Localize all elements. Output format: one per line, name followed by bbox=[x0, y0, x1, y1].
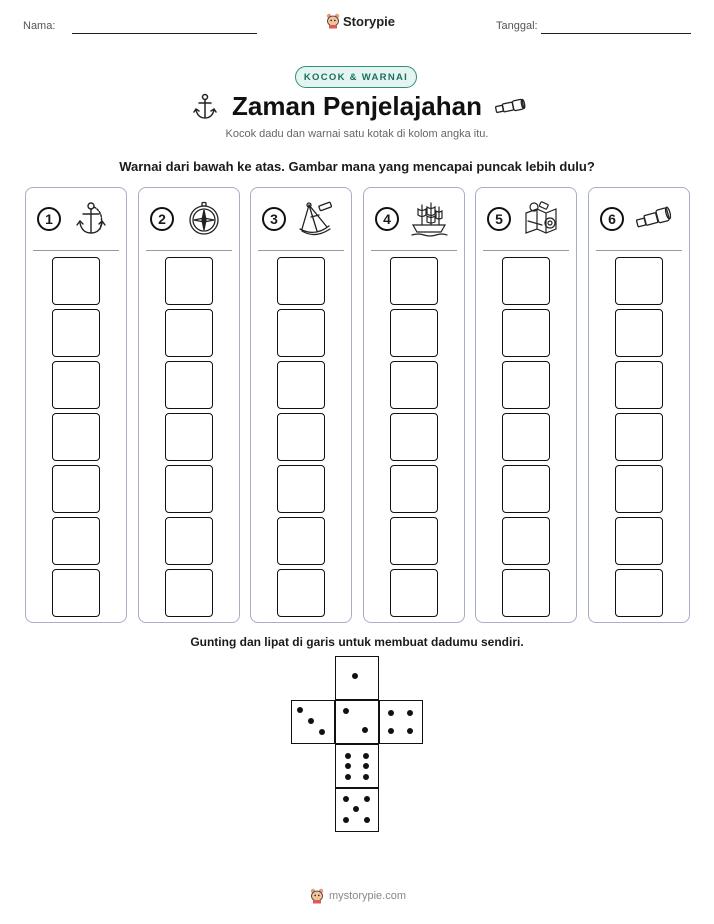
column-4 bbox=[363, 187, 465, 623]
dice-pip bbox=[297, 707, 303, 713]
color-box[interactable] bbox=[52, 257, 100, 305]
column-divider bbox=[596, 250, 682, 251]
color-box[interactable] bbox=[502, 465, 550, 513]
color-box[interactable] bbox=[390, 257, 438, 305]
color-box[interactable] bbox=[52, 361, 100, 409]
color-box[interactable] bbox=[615, 309, 663, 357]
page-title: Zaman Penjelajahan bbox=[232, 91, 482, 121]
color-box[interactable] bbox=[277, 517, 325, 565]
dice-pip bbox=[407, 728, 413, 734]
column-1 bbox=[25, 187, 127, 623]
color-box[interactable] bbox=[390, 413, 438, 461]
column-3 bbox=[250, 187, 352, 623]
column-5 bbox=[475, 187, 577, 623]
color-box[interactable] bbox=[615, 569, 663, 617]
dice-pip bbox=[352, 673, 358, 679]
column-divider bbox=[483, 250, 569, 251]
dice-pip bbox=[345, 753, 351, 759]
column-2 bbox=[138, 187, 240, 623]
dice-pip bbox=[343, 817, 349, 823]
color-box[interactable] bbox=[502, 569, 550, 617]
column-number: 1 bbox=[37, 207, 61, 231]
color-box[interactable] bbox=[52, 309, 100, 357]
column-number: 3 bbox=[262, 207, 286, 231]
color-box[interactable] bbox=[277, 569, 325, 617]
color-box[interactable] bbox=[165, 517, 213, 565]
color-box[interactable] bbox=[390, 569, 438, 617]
color-box[interactable] bbox=[277, 413, 325, 461]
color-box[interactable] bbox=[52, 517, 100, 565]
cut-instruction: Gunting dan lipat di garis untuk membuat dadumu sendiri. bbox=[190, 635, 524, 649]
dice-pip bbox=[343, 708, 349, 714]
color-box[interactable] bbox=[165, 465, 213, 513]
dice-pip bbox=[363, 763, 369, 769]
column-6 bbox=[588, 187, 690, 623]
dice-pip bbox=[363, 753, 369, 759]
color-box[interactable] bbox=[390, 465, 438, 513]
color-box[interactable] bbox=[52, 465, 100, 513]
color-box[interactable] bbox=[502, 517, 550, 565]
color-box[interactable] bbox=[615, 413, 663, 461]
color-box[interactable] bbox=[615, 361, 663, 409]
storypie-mascot-icon bbox=[326, 13, 340, 29]
column-divider bbox=[146, 250, 232, 251]
color-box[interactable] bbox=[502, 361, 550, 409]
dice-face-1 bbox=[335, 656, 379, 700]
color-box[interactable] bbox=[390, 361, 438, 409]
color-box[interactable] bbox=[502, 413, 550, 461]
column-number: 2 bbox=[150, 207, 174, 231]
color-box[interactable] bbox=[277, 465, 325, 513]
dice-pip bbox=[407, 710, 413, 716]
dice-face-2 bbox=[335, 700, 379, 744]
color-box[interactable] bbox=[390, 517, 438, 565]
color-box[interactable] bbox=[165, 413, 213, 461]
color-box[interactable] bbox=[615, 257, 663, 305]
color-box[interactable] bbox=[615, 517, 663, 565]
color-box[interactable] bbox=[277, 257, 325, 305]
storypie-mascot-icon bbox=[309, 888, 325, 904]
dice-pip bbox=[364, 817, 370, 823]
dice-pip bbox=[345, 763, 351, 769]
color-box[interactable] bbox=[165, 257, 213, 305]
footer-url[interactable]: mystorypie.com bbox=[329, 890, 407, 902]
color-box[interactable] bbox=[277, 361, 325, 409]
brand-logo bbox=[326, 13, 395, 29]
dice-face-5 bbox=[335, 788, 379, 832]
color-box[interactable] bbox=[165, 569, 213, 617]
dice-pip bbox=[362, 727, 368, 733]
compass-icon bbox=[185, 201, 223, 237]
color-box[interactable] bbox=[52, 413, 100, 461]
dice-face-3 bbox=[291, 700, 335, 744]
column-divider bbox=[258, 250, 344, 251]
page-subtitle: Kocok dadu dan warnai satu kotak di kolom angka itu. bbox=[225, 128, 489, 140]
dice-pip bbox=[363, 774, 369, 780]
map-tools-icon bbox=[522, 201, 560, 237]
activity-badge: KOCOK & WARNAI bbox=[295, 66, 417, 88]
dice-pip bbox=[319, 729, 325, 735]
dice-face-4 bbox=[379, 700, 423, 744]
date-label: Tanggal: bbox=[496, 20, 538, 32]
color-box[interactable] bbox=[165, 309, 213, 357]
column-divider bbox=[33, 250, 119, 251]
column-number: 4 bbox=[375, 207, 399, 231]
color-box[interactable] bbox=[277, 309, 325, 357]
dice-pip bbox=[388, 710, 394, 716]
date-line bbox=[541, 33, 691, 34]
footer bbox=[309, 888, 406, 904]
color-box[interactable] bbox=[615, 465, 663, 513]
anchor-icon bbox=[72, 201, 110, 237]
brand-name: Storypie bbox=[343, 13, 396, 29]
dice-pip bbox=[388, 728, 394, 734]
dice-pip bbox=[353, 806, 359, 812]
name-line bbox=[72, 33, 257, 34]
name-label: Nama: bbox=[23, 20, 56, 32]
dice-pip bbox=[343, 796, 349, 802]
color-box[interactable] bbox=[52, 569, 100, 617]
instruction: Warnai dari bawah ke atas. Gambar mana yang mencapai puncak lebih dulu? bbox=[119, 159, 595, 174]
dice-pip bbox=[364, 796, 370, 802]
dice-face-6 bbox=[335, 744, 379, 788]
column-divider bbox=[371, 250, 457, 251]
dice-pip bbox=[308, 718, 314, 724]
spyglass-icon bbox=[635, 201, 673, 237]
column-number: 5 bbox=[487, 207, 511, 231]
spyglass-icon bbox=[494, 98, 526, 116]
color-box[interactable] bbox=[502, 257, 550, 305]
sailing-ship-icon bbox=[410, 201, 448, 237]
column-number: 6 bbox=[600, 207, 624, 231]
sextant-icon bbox=[297, 201, 335, 237]
color-box[interactable] bbox=[390, 309, 438, 357]
dice-pip bbox=[345, 774, 351, 780]
color-box[interactable] bbox=[165, 361, 213, 409]
color-box[interactable] bbox=[502, 309, 550, 357]
